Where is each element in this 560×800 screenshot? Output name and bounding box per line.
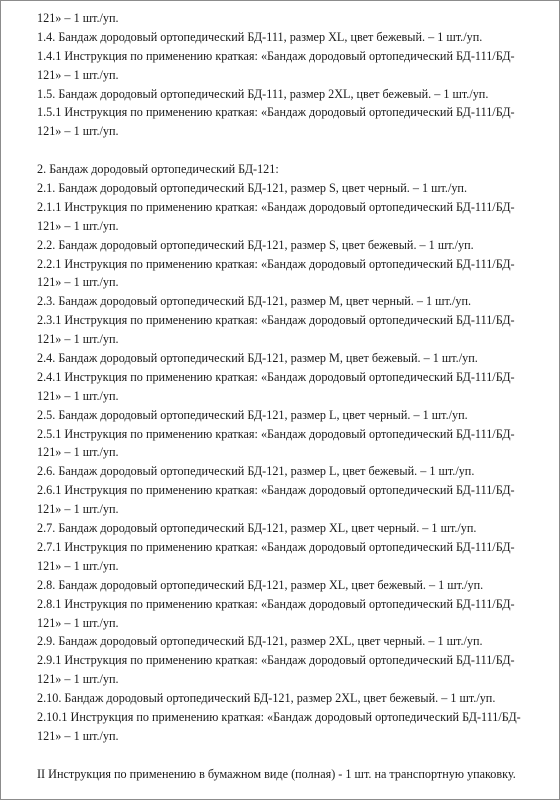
- text-line: 2.3.1 Инструкция по применению краткая: «Бандаж дородовый ортопедический БД-111/БД-: [37, 313, 515, 328]
- text-line: 1.4. Бандаж дородовый ортопедический БД-111, размер XL, цвет бежевый. – 1 шт./уп.: [37, 29, 483, 44]
- text-line: 2.8.1 Инструкция по применению краткая: «Бандаж дородовый ортопедический БД-111/БД-: [37, 596, 515, 611]
- text-line: 2.1.1 Инструкция по применению краткая: «Бандаж дородовый ортопедический БД-111/БД-: [37, 199, 515, 214]
- text-line: 2.9.1 Инструкция по применению краткая: «Бандаж дородовый ортопедический БД-111/БД-: [37, 653, 515, 668]
- text-line: 2.4. Бандаж дородовый ортопедический БД-121, размер M, цвет бежевый. – 1 шт./уп.: [37, 351, 478, 366]
- text-line: 121» – 1 шт./уп.: [37, 11, 119, 25]
- text-line: 121» – 1 шт./уп.: [37, 615, 119, 630]
- text-line: 121» – 1 шт./уп.: [37, 67, 119, 82]
- text-line: 2.7. Бандаж дородовый ортопедический БД-121, размер XL, цвет черный. – 1 шт./уп.: [37, 521, 477, 536]
- text-line: 2.2.1 Инструкция по применению краткая: «Бандаж дородовый ортопедический БД-111/БД-: [37, 256, 515, 271]
- text-line: 121» – 1 шт./уп.: [37, 558, 119, 573]
- text-line: II Инструкция по применению в бумажном виде (полная) - 1 шт. на транспортную упаковку.: [37, 766, 516, 781]
- text-line: 121» – 1 шт./уп.: [37, 502, 119, 517]
- section-heading: 2. Бандаж дородовый ортопедический БД-121:: [37, 162, 279, 177]
- blank-line: [37, 141, 537, 160]
- text-line: 121» – 1 шт./уп.: [37, 124, 119, 139]
- document-body: [37, 9, 537, 784]
- text-line: 2.6.1 Инструкция по применению краткая: «Бандаж дородовый ортопедический БД-111/БД-: [37, 483, 515, 498]
- text-line: 121» – 1 шт./уп.: [37, 218, 119, 233]
- text-line: 2.10. Бандаж дородовый ортопедический БД-121, размер 2XL, цвет бежевый. – 1 шт./уп.: [37, 691, 496, 706]
- text-line: 121» – 1 шт./уп.: [37, 388, 119, 403]
- text-line: 1.5.1 Инструкция по применению краткая: «Бандаж дородовый ортопедический БД-111/БД-: [37, 105, 515, 120]
- text-line: 121» – 1 шт./уп.: [37, 445, 119, 460]
- blank-line: [37, 746, 537, 765]
- text-line: 121» – 1 шт./уп.: [37, 728, 119, 743]
- text-line: 2.4.1 Инструкция по применению краткая: «Бандаж дородовый ортопедический БД-111/БД-: [37, 369, 515, 384]
- text-line: 2.6. Бандаж дородовый ортопедический БД-121, размер L, цвет бежевый. – 1 шт./уп.: [37, 464, 475, 479]
- text-line: 2.3. Бандаж дородовый ортопедический БД-121, размер M, цвет черный. – 1 шт./уп.: [37, 294, 472, 309]
- text-line: 1.5. Бандаж дородовый ортопедический БД-111, размер 2XL, цвет бежевый. – 1 шт./уп.: [37, 86, 489, 101]
- text-line: 2.8. Бандаж дородовый ортопедический БД-121, размер XL, цвет бежевый. – 1 шт./уп.: [37, 577, 484, 592]
- text-line: 2.10.1 Инструкция по применению краткая: «Бандаж дородовый ортопедический БД-111/БД-: [37, 709, 521, 724]
- text-line: 1.4.1 Инструкция по применению краткая: «Бандаж дородовый ортопедический БД-111/БД-: [37, 48, 515, 63]
- text-line: 2.5.1 Инструкция по применению краткая: «Бандаж дородовый ортопедический БД-111/БД-: [37, 426, 515, 441]
- text-line: 2.1. Бандаж дородовый ортопедический БД-121, размер S, цвет черный. – 1 шт./уп.: [37, 181, 467, 196]
- text-line: 2.2. Бандаж дородовый ортопедический БД-121, размер S, цвет бежевый. – 1 шт./уп.: [37, 237, 474, 252]
- text-line: 2.5. Бандаж дородовый ортопедический БД-121, размер L, цвет черный. – 1 шт./уп.: [37, 407, 468, 422]
- text-line: 2.7.1 Инструкция по применению краткая: «Бандаж дородовый ортопедический БД-111/БД-: [37, 539, 515, 554]
- text-line: 2.9. Бандаж дородовый ортопедический БД-121, размер 2XL, цвет черный. – 1 шт./уп.: [37, 634, 483, 649]
- text-line: 121» – 1 шт./уп.: [37, 672, 119, 687]
- text-line: 121» – 1 шт./уп.: [37, 275, 119, 290]
- text-line: 121» – 1 шт./уп.: [37, 332, 119, 347]
